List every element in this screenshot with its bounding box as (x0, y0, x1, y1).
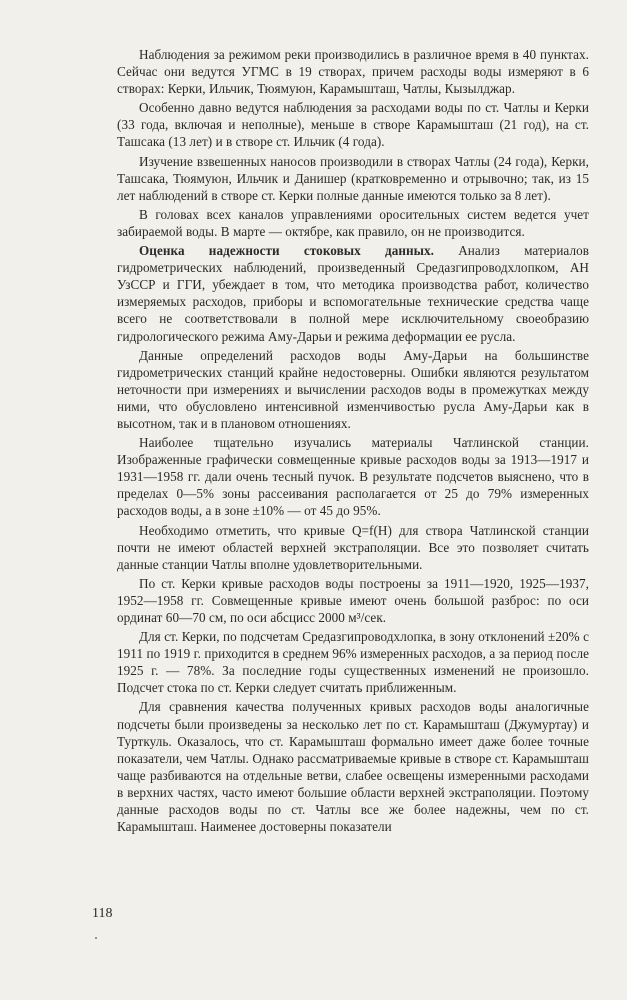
paragraph (117, 46, 589, 97)
paragraph (117, 698, 589, 835)
body-text (117, 46, 589, 837)
paragraph (117, 99, 589, 150)
paragraph (117, 347, 589, 432)
paragraph-text: Анализ материалов гидрометрических наблюдений, произведенный Средазгипроводхлопком, АН УзССР и ГГИ, убеждает в том, что методика производства работ, количество измеряемых расходов, приборы и вспомогательные технические средства чаще всего не соответствовали в полной мере исключительному своеобразию гидрологического режима Аму-Дарьи и режима деформации ее русла. (117, 243, 590, 344)
paragraph-text: Необходимо отметить, что кривые Q=f(H) для створа Чатлинской станции почти не имеют областей верхней экстраполяции. Все это позволяет считать данные станции Чатлы вполне удовлетворительными. (117, 522, 589, 572)
paragraph-text: Особенно давно ведутся наблюдения за расходами воды по ст. Чатлы и Керки (33 года, включая и неполные), меньше в створе Карамышташ (21 год), на ст. Ташсака (13 лет) и в створе ст. Ильчик (4 года). (117, 100, 589, 150)
paragraph (117, 522, 589, 573)
paragraph-text: Наблюдения за режимом реки производились в различное время в 40 пунктах. Сейчас они ведутся УГМС в 19 створах, причем расходы воды измеряют в 6 створах: Керки, Ильчик, Тюямуюн, Карамышташ, Чатлы, Кызылджар. (117, 47, 589, 97)
paragraph (117, 242, 589, 345)
paragraph (117, 434, 589, 519)
paragraph-text: Для ст. Керки, по подсчетам Средазгипроводхлопка, в зону отклонений ±20% с 1911 по 1919 г. приходится в среднем 96% измеренных расходов, а за период после 1925 г. — 78%. За последние годы существенных изменений не произошло. Подсчет стока по ст. Керки следует считать приближенным. (117, 629, 589, 696)
paragraph-text: Для сравнения качества полученных кривых расходов воды аналогичные подсчеты были произведены за несколько лет по ст. Карамышташ (Джумуртау) и Турткуль. Оказалось, что ст. Карамышташ формально имеет даже более точные показатели, чем Чатлы. Однако рассматриваемые кривые в створе ст. Карамышташ чаще разбиваются на отдельные ветви, слабее освещены измеренными расходами в верхних частях, часто имеют большие области верхней экстраполяции. Поэтому данные расходов воды по ст. Чатлы все же более надежны, чем по ст. Карамышташ. Наименее достоверны показатели (117, 699, 589, 835)
paragraph (117, 628, 589, 696)
paragraph (117, 575, 589, 626)
paragraph-text: В головах всех каналов управлениями оросительных систем ведется учет забираемой воды. В марте — октябре, как правило, он не производится. (117, 206, 589, 239)
paragraph-text: Наиболее тщательно изучались материалы Чатлинской станции. Изображенные графически совмещенные кривые расходов воды за 1913—1917 и 1931—1958 гг. дали очень тесный пучок. В результате подсчетов выяснено, что в пределах 0—5% зоны рассеивания располагается от 25 до 79% измеренных расходов воды, а в зоне ±10% — от 45 до 95%. (117, 435, 589, 519)
page-number: 118 (92, 906, 113, 921)
print-speck (95, 937, 97, 939)
paragraph-text: По ст. Керки кривые расходов воды построены за 1911—1920, 1925—1937, 1952—1958 гг. Совмещенные кривые имеют очень большой разброс: по оси ординат 60—70 см, по оси абсцисс 2000 м³/сек. (117, 575, 589, 625)
paragraph-text: Данные определений расходов воды Аму-Дарьи на большинстве гидрометрических станций крайне недостоверны. Ошибки являются результатом неточности при измерениях и вычислении расходов воды в промежутках между ними, что обусловлено интенсивной изменчивостью русла Аму-Дарьи как в высотном, так и в плановом отношениях. (117, 347, 589, 431)
paragraph (117, 153, 589, 204)
paragraph-text: Изучение взвешенных наносов производили в створах Чатлы (24 года), Керки, Ташсака, Тюямуюн, Ильчик и Данишер (кратковременно и отрывочно; так, из 15 лет наблюдений в створе ст. Керки полные данные имеются только за 8 лет). (117, 153, 589, 203)
paragraph (117, 206, 589, 240)
section-heading: Оценка надежности стоковых данных. (139, 243, 434, 259)
